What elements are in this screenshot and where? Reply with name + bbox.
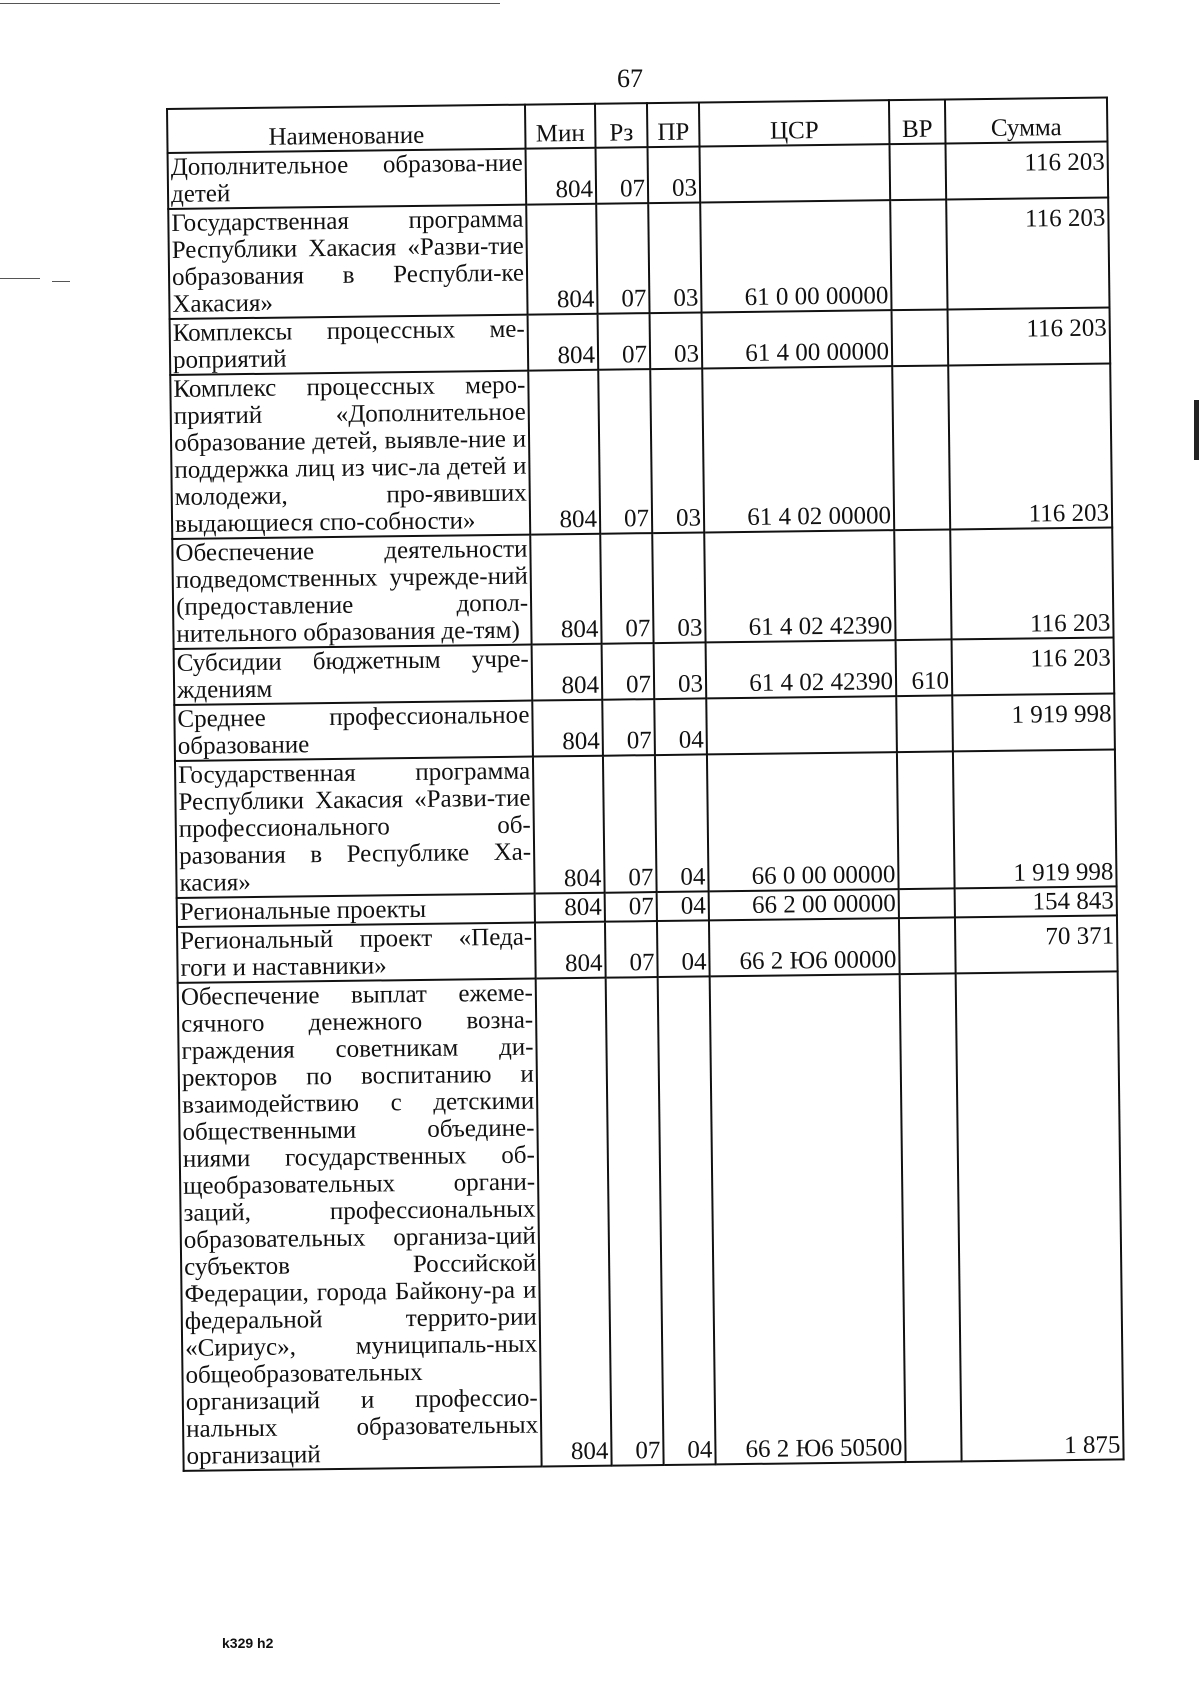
row-csr: 66 0 00 00000: [707, 752, 899, 891]
row-name: Обеспечение выплат ежеме-сячного денежного возна-граждения советникам ди-ректоров по воспитанию и взаимодействию с детскими общественными объедине-ниями государственных об-щеобразовательных органи-заций, профессиональных образовательных организа-ций субъектов Российской Федерации, города Байкону-ра и федеральной террито-рии «Сириус», муниципаль-ных общеобразовательных организаций и профессио-нальных образовательных организаций: [178, 979, 542, 1471]
row-name: Среднее профессиональное образование: [174, 701, 533, 761]
table-row: [175, 749, 1117, 897]
row-min: 804: [532, 700, 603, 757]
row-sum: 1 919 998: [952, 693, 1115, 751]
row-sum: 154 843: [955, 886, 1117, 917]
row-rz: 07: [596, 147, 649, 204]
row-rz: 07: [598, 313, 651, 370]
row-rz: 07: [600, 533, 653, 644]
header-name: Наименование: [167, 105, 526, 153]
row-vr: [892, 309, 949, 366]
footer-code: k329 h2: [222, 1635, 274, 1651]
row-vr: [899, 888, 955, 918]
row-name: Региональный проект «Педа-гоги и наставники»: [177, 923, 536, 983]
row-name: Дополнительное образова-ние детей: [168, 149, 527, 209]
row-sum: 116 203: [948, 307, 1111, 365]
row-sum: 116 203: [950, 527, 1113, 639]
row-sum: 70 371: [955, 915, 1118, 973]
row-min: 804: [533, 756, 605, 894]
row-vr: [896, 695, 953, 752]
row-min: 804: [528, 370, 600, 535]
row-pr: 04: [654, 698, 707, 755]
row-sum: 116 203: [952, 637, 1115, 695]
row-rz: 07: [596, 203, 649, 314]
row-sum: 1 875: [956, 971, 1124, 1461]
row-min: 804: [536, 978, 612, 1467]
row-csr: 66 2 00 00000: [709, 889, 899, 920]
row-pr: 03: [648, 146, 701, 203]
row-csr: 61 4 02 42390: [706, 640, 897, 698]
table-row: [178, 971, 1124, 1470]
scan-artifact-left-dash: [0, 278, 40, 279]
row-pr: 03: [654, 642, 707, 699]
row-pr: 03: [650, 312, 703, 369]
row-name: Комплекс процессных меро-приятий «Дополнительное образование детей, выявле-ние и поддержка лиц из чис-ла детей и молодежи, про-явивших выдающиеся спо-собности»: [170, 371, 530, 539]
row-vr: [894, 529, 951, 640]
header-min: Мин: [525, 104, 596, 149]
header-csr: ЦСР: [699, 100, 890, 146]
header-vr: ВР: [889, 99, 946, 144]
row-sum: 116 203: [946, 197, 1109, 309]
row-vr: [890, 199, 947, 310]
row-pr: 04: [657, 920, 710, 977]
row-rz: 07: [602, 643, 655, 700]
header-sum: Сумма: [945, 98, 1108, 144]
row-pr: 04: [658, 976, 716, 1465]
row-rz: 07: [605, 892, 657, 922]
row-pr: 03: [652, 532, 705, 643]
row-csr: [706, 696, 897, 754]
scan-artifact-left-dash-2: [52, 281, 70, 282]
row-pr: 04: [655, 754, 709, 892]
row-name: Обеспечение деятельности подведомственных учрежде-ний (предоставление допол-нительного образования де-тям): [172, 535, 531, 649]
row-csr: 61 0 00 00000: [700, 200, 891, 312]
row-rz: 07: [605, 921, 658, 978]
page-number: 67: [617, 64, 643, 93]
row-min: 804: [528, 314, 599, 371]
row-sum: 1 919 998: [953, 749, 1117, 888]
row-csr: 66 2 Ю6 00000: [709, 918, 900, 976]
row-min: 804: [526, 148, 597, 205]
table-row: [172, 527, 1113, 648]
budget-table: [166, 96, 1125, 1471]
row-vr: [899, 917, 956, 974]
row-pr: 04: [657, 891, 709, 921]
row-name: Государственная программа Республики Хакасия «Разви-тие образования в Республи-ке Хакасия»: [168, 205, 527, 319]
row-min: 804: [530, 534, 601, 645]
row-vr: 610: [896, 639, 953, 696]
row-rz: 07: [602, 699, 655, 756]
row-sum: 116 203: [948, 363, 1112, 529]
row-name: Комплексы процессных ме-роприятий: [170, 315, 529, 375]
row-pr: 03: [650, 368, 704, 533]
row-min: 804: [526, 204, 597, 315]
row-vr: [900, 973, 962, 1462]
row-csr: 61 4 02 00000: [702, 366, 894, 532]
table-row: [168, 197, 1109, 318]
row-name: Региональные проекты: [177, 894, 535, 927]
row-csr: 61 4 02 42390: [704, 530, 895, 642]
row-rz: 07: [606, 977, 664, 1466]
row-min: 804: [535, 922, 606, 979]
row-pr: 03: [648, 202, 701, 313]
row-csr: 61 4 00 00000: [702, 310, 893, 368]
header-rz: Рз: [595, 103, 648, 148]
row-name: Субсидии бюджетным учре-ждениям: [174, 645, 533, 705]
table-row: [170, 363, 1112, 538]
row-min: 804: [535, 893, 605, 923]
row-vr: [892, 365, 950, 530]
row-min: 804: [532, 644, 603, 701]
row-rz: 07: [598, 369, 652, 534]
scan-artifact-right-edge: [1194, 400, 1199, 460]
row-csr: [700, 144, 891, 202]
scan-artifact-top: [0, 3, 500, 4]
row-rz: 07: [603, 755, 657, 893]
row-csr: 66 2 Ю6 50500: [710, 974, 906, 1464]
header-pr: ПР: [647, 102, 700, 147]
row-vr: [889, 143, 946, 200]
row-name: Государственная программа Республики Хакасия «Разви-тие профессионального об-разования в Республике Ха-касия»: [175, 757, 535, 898]
row-sum: 116 203: [945, 142, 1108, 200]
row-vr: [897, 751, 955, 889]
